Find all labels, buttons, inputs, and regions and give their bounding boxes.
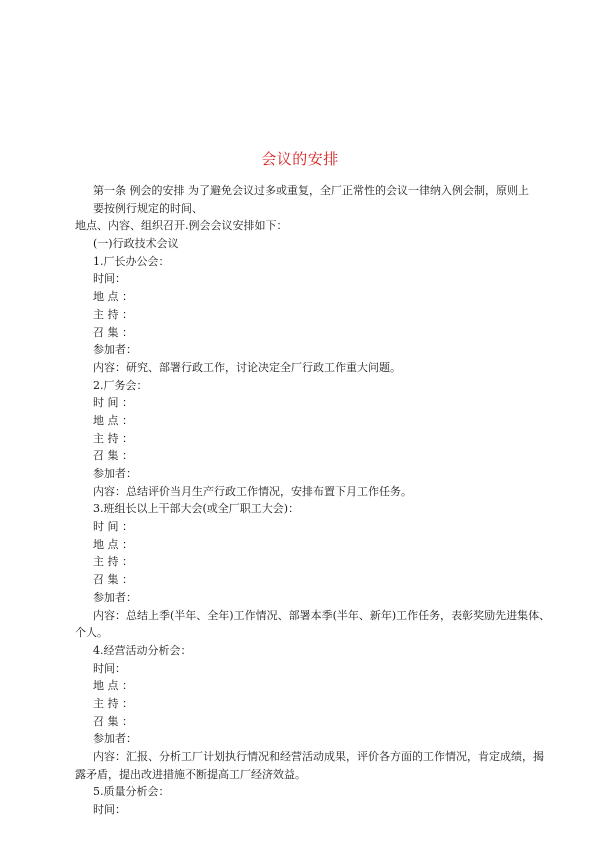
field-content-continued: 个人。 xyxy=(75,626,108,640)
field-participants: 参加者： xyxy=(93,590,137,604)
field-convener: 召 集 ： xyxy=(93,449,133,463)
paragraph-line: 要按例行规定的时间、 xyxy=(93,201,203,215)
field-time: 时间： xyxy=(93,803,126,817)
field-content: 内容：汇报、分析工厂计划执行情况和经营活动成果，评价各方面的工作情况，肯定成绩，揭 xyxy=(93,750,544,763)
document-title: 会议的安排 xyxy=(261,150,339,168)
field-convener: 召 集 ： xyxy=(93,325,133,339)
field-time: 时 间 ： xyxy=(93,520,133,534)
field-content: 内容：总结评价当月生产行政工作情况，安排布置下月工作任务。 xyxy=(93,484,412,498)
field-location: 地 点 ： xyxy=(93,679,133,693)
meeting-heading: 3.班组长以上干部大会(或全厂职工大会)： xyxy=(93,502,300,516)
field-time: 时间： xyxy=(93,661,126,675)
field-host: 主 持 ： xyxy=(93,555,133,569)
field-participants: 参加者： xyxy=(93,343,137,357)
document-body xyxy=(0,182,600,819)
paragraph-line: 第一条 例会的安排 为了避免会议过多或重复，全厂正常性的会议一律纳入例会制，原则上 xyxy=(93,184,529,197)
meeting-heading: 2.厂务会： xyxy=(93,378,148,392)
meeting-heading: 1.厂长办公会： xyxy=(93,254,170,268)
field-host: 主 持 ： xyxy=(93,307,133,321)
field-location: 地 点 ： xyxy=(93,413,133,427)
section-heading: (一)行政技术会议 xyxy=(93,237,179,251)
meeting-heading: 4.经营活动分析会： xyxy=(93,643,192,657)
field-content-continued: 露矛盾，提出改进措施不断提高工厂经济效益。 xyxy=(75,767,306,781)
field-convener: 召 集 ： xyxy=(93,573,133,587)
field-participants: 参加者： xyxy=(93,467,137,480)
paragraph-line: 地点、内容、组织召开.例会会议安排如下： xyxy=(75,219,288,233)
field-convener: 召 集 ： xyxy=(93,714,133,728)
field-participants: 参加者： xyxy=(93,732,137,746)
field-host: 主 持 ： xyxy=(93,696,133,710)
field-host: 主 持 ： xyxy=(93,431,133,445)
field-location: 地 点 ： xyxy=(93,537,133,551)
field-time: 时间： xyxy=(93,272,126,286)
meeting-heading: 5.质量分析会： xyxy=(93,785,170,799)
field-time: 时 间 ： xyxy=(93,396,133,410)
field-content: 内容：总结上季(半年、全年)工作情况、部署本季(半年、新年)工作任务，表彰奖励先进集体、 xyxy=(93,608,551,622)
field-content: 内容：研究、部署行政工作，讨论决定全厂行政工作重大问题。 xyxy=(93,360,401,374)
field-location: 地 点 ： xyxy=(93,290,133,304)
